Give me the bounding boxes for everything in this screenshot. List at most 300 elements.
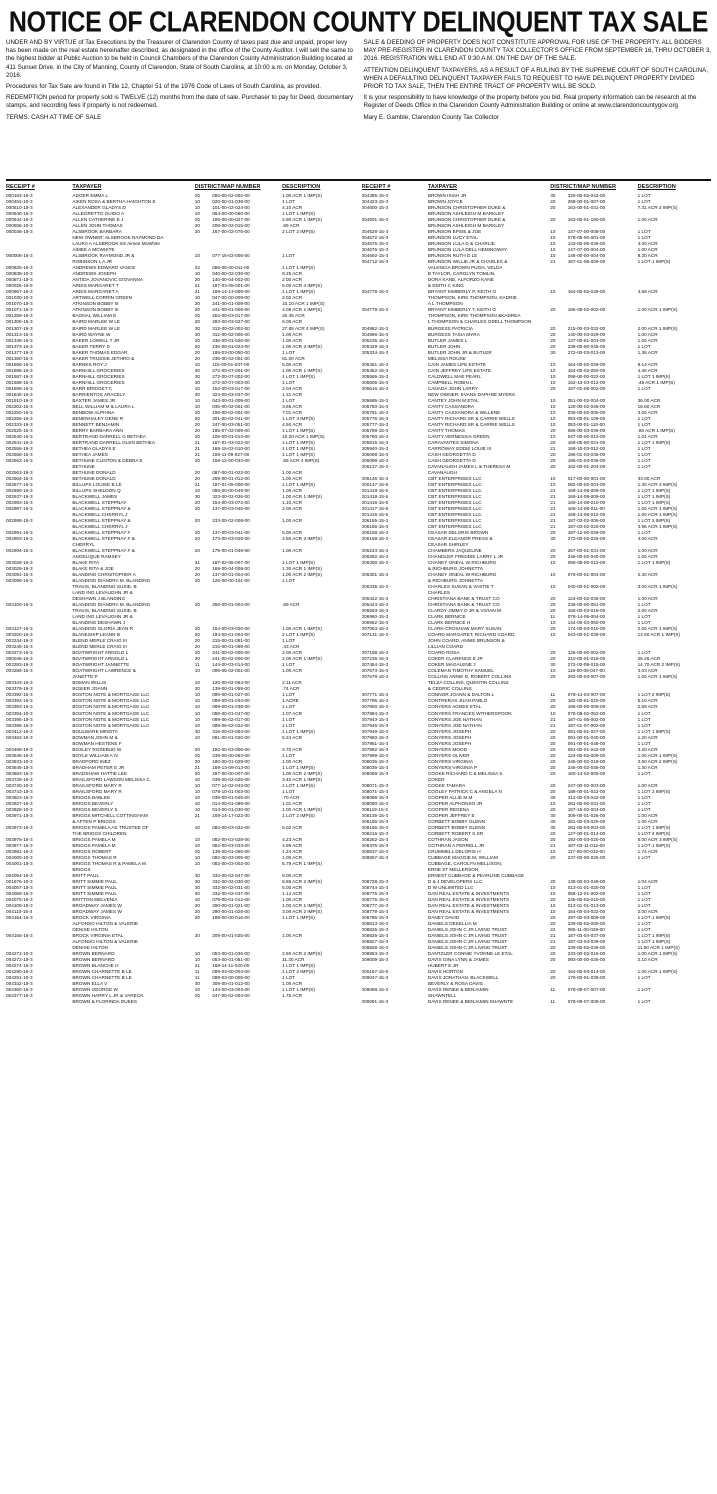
taxpayer-cell: BLACKWELL JAMES [72,493,118,499]
taxpayer-cell: BERRY BARBARA ANN [72,427,123,433]
taxpayer-cell: DESHAWN J BLANDING [72,596,126,602]
taxpayer-cell: BOSTON NOTE & MORTGAGE LLC [72,704,150,710]
district-cell: 10 [550,409,556,415]
taxpayer-cell: BRAILSFORD LAWSON MELISSA C [72,776,150,782]
receipt-cell: 005815-15-3 [361,439,389,445]
taxpayer-cell: CANTY RICHARD SR & CARRIE WELLS [427,415,515,421]
receipt-cell: 001910-15-3 [6,397,33,403]
district-cell: 20 [194,650,200,656]
receipt-cell: 003100-15-3 [6,602,33,608]
taxpayer-cell: VALENCIA BROWN PUGH, VELDA [427,265,503,271]
map-number-cell: 180-00-01-029-00 [212,758,250,764]
map-number-cell: 233-00-02-008-00 [212,518,250,523]
description-cell: 20.35 ACR [282,313,305,319]
district-cell: 20 [194,848,200,854]
receipt-cell: 003286-15-3 [6,668,33,674]
receipt-cell: 003343-15-3 [6,680,33,686]
taxpayer-cell: BRIGGS PAMELA M [72,842,116,848]
taxpayer-cell: BLANDING DESHAWN J [72,620,126,626]
district-cell: 20 [194,638,200,644]
taxpayer-cell: BOSIER JOANN [72,686,108,692]
district-cell: 10 [194,734,200,740]
description-cell: 1 LOT 1 IMP(S) [637,842,671,848]
receipt-cell: 007673-15-3 [361,668,389,674]
description-cell: 1 LOT 3 IMP(S) [282,415,315,421]
map-number-cell: 078-08-02-052-00 [567,710,606,716]
district-cell: 30 [550,536,556,542]
district-cell: 21 [194,812,200,818]
district-cell: 20 [550,205,556,211]
receipt-cell: 004779-15-3 [361,307,389,313]
taxpayer-cell: CBT ENTERPRISES LLC [427,499,482,505]
description-cell: 36.00 ACR [637,397,661,403]
description-cell: 1 LOT 1 IMP(S) [637,373,671,379]
description-cell: 1.31 ACR [282,391,303,397]
map-number-cell: 124-00-02-009-00 [567,752,606,758]
map-number-cell: 086-05-00-011-00 [212,265,250,271]
map-number-cell: 039-00-01-045-00 [212,794,250,800]
description-cell: 1 LOT [282,379,296,385]
taxpayer-cell: COOPER JEFFREY E [427,812,475,818]
receipt-cell: 003489-15-3 [6,746,33,752]
map-number-cell: 209-00-01-025-00 [212,933,250,939]
taxpayer-cell: ARTWELL CORRIN GREEN [72,295,133,301]
description-cell: 4.50 ACR [282,421,303,427]
district-cell: 10 [550,397,556,403]
description-cell: 8.86 ACR 2 IMP(S) [282,878,322,884]
district-cell: 20 [550,548,556,554]
district-cell: 20 [194,277,200,283]
district-cell: 20 [194,602,200,608]
district-cell: 10 [550,884,556,890]
description-cell: 1 LOT 1 IMP(S) [282,915,315,921]
taxpayer-cell: CONYERS JOE NATHAN [427,722,482,728]
taxpayer-cell: DANIELS JOHN C JR LIVING TRUST [427,927,508,933]
taxpayer-cell: BOSTON NOTE & MORTGAGE LLC [72,722,150,728]
taxpayer-cell: BRITT SIMMIE PAUL [72,890,118,896]
description-cell: 1 LOT 1 IMP(S) [637,560,671,566]
district-cell: 30 [194,890,200,896]
district-cell: 21 [194,963,200,969]
description-cell: 10.20 ACR 1 IMP(S) [282,433,325,439]
taxpayer-cell: BLACKWELL STEPPNAY [72,499,127,505]
description-cell: 1 LOT [637,710,651,716]
description-cell: 1.00 ACR [637,337,658,343]
receipt-cell: 004057-15-3 [6,884,33,890]
receipt-cell: 004628-15-3 [361,229,389,235]
receipt-cell: 002993-15-3 [6,536,33,542]
taxpayer-cell: DAN REAL ESTATE & INVESTMENTS [427,890,510,896]
taxpayer-cell: HUBERT E JR [427,963,459,969]
description-cell: 1 LOT [637,921,651,927]
receipt-cell: 004110-15-3 [6,909,33,915]
description-cell: 1 LOT 1 IMP(S) [637,824,671,830]
district-cell: 20 [194,746,200,752]
description-cell: 1.00 ACR [282,469,303,475]
district-cell: 20 [550,674,556,680]
taxpayer-cell: DANIELS JOHN C JR LIVING TRUST [427,945,508,951]
description-cell: 1.00 ACR 2 IMP(S) [282,572,322,578]
description-cell: 1 LOT [282,788,296,794]
taxpayer-cell: BLACKWELL CHERRYL J [72,511,128,517]
taxpayer-cell: BROWN ELLA V [72,981,108,987]
description-cell: 1 LOT [282,692,296,698]
description-cell: 2.59 ACR [637,704,658,710]
district-cell: 10 [550,247,556,253]
taxpayer-cell: BOWMAN JOHN M & [72,734,118,740]
district-cell: 20 [194,457,200,463]
district-cell: 10 [550,481,556,487]
map-number-cell: 078-00-01-012-00 [212,896,250,902]
taxpayer-cell: BETHEA GLADYS E [72,445,116,451]
taxpayer-cell: NEW OWNER: ALSBROOK RAYMOND DA [72,235,164,241]
map-number-cell: 332-00-02-047-00 [212,872,250,878]
taxpayer-cell: COKER MAGALENE J [427,662,476,668]
taxpayer-cell: CONYERS VIRGINIA P [427,764,478,770]
taxpayer-cell: BRIGGS [72,866,91,872]
receipt-cell: 000967-15-3 [6,289,33,295]
description-cell: 1 LOT [637,530,651,536]
district-cell: 10 [194,716,200,722]
description-cell: 1 LOT [637,235,651,241]
description-cell: 1 LOT [637,415,651,421]
receipt-cell: 002983-15-3 [6,499,33,505]
map-number-cell: 162-00-01-204-00 [567,463,606,469]
district-cell: 10 [194,385,200,391]
district-cell: 10 [550,229,556,235]
map-number-cell: 187-03-02-006-00 [567,518,606,523]
description-cell: 1 LOT [637,806,651,812]
description-cell: 10.10 ACR 1 IMP(S) [282,301,325,307]
taxpayer-cell: BAIRD MARLEE W LE [72,325,121,331]
description-cell: 1 LOT [282,704,296,710]
map-number-cell: 168-00-04-008-00 [212,566,250,572]
description-cell: 1.00 ACR 1 IMP(S) [637,969,678,975]
receipt-cell: 003273-15-3 [6,650,33,656]
taxpayer-cell: COOPER ALPHONSO JR [427,800,483,806]
description-cell: 1 LOT 1 IMP(S) [637,915,671,921]
district-cell: 10 [550,421,556,427]
receipt-cell: 002677-15-3 [6,481,33,487]
receipt-cell: 008262-15-3 [361,836,389,842]
district-cell: 21 [550,493,556,499]
district-cell: 20 [194,770,200,776]
map-number-cell: 187-03-04-037-00 [567,933,606,939]
header-taxpayer: TAXPAYER [427,184,458,190]
taxpayer-cell: BLACKWELL STEPPNAY F & [72,536,135,542]
taxpayer-cell: BRUNSON CHRISTOPHER DUKE & [427,217,506,223]
district-cell: 10 [550,241,556,247]
map-number-cell: 297-00-00-007-00 [212,770,250,776]
district-cell: 20 [194,427,200,433]
taxpayer-cell: CANTEY JOHN M ETAL [427,397,479,403]
taxpayer-cell: CHRISTIANA BANK & TRUST CO [427,596,500,602]
description-cell: 1.07 ACR [282,710,303,716]
taxpayer-cell: DANTZLER CONNIE YVONNE LE ETAL [427,951,513,957]
receipt-cell: 004075-15-3 [6,896,33,902]
receipt-cell: 000825-15-3 [6,265,33,271]
map-number-cell: 239-00-02-005-00 [567,921,606,927]
receipt-cell: 000556-15-3 [6,223,33,229]
district-cell: 10 [194,211,200,217]
taxpayer-cell: CRUMMELL DELORIS H [427,848,481,854]
taxpayer-cell: ROBINSON L A JR [72,259,113,265]
map-number-cell: 196-01-03-036-00 [567,457,606,463]
map-number-cell: 169-14-08-011-00 [567,505,605,511]
district-cell: 10 [194,722,200,728]
district-cell: 20 [194,626,200,632]
map-number-cell: 168-10-03-012-00 [567,445,606,451]
receipt-cell: 001307-15-3 [6,325,33,331]
district-cell: 11 [550,692,556,698]
map-number-cell: 283-00-03-027-00 [212,319,250,325]
receipt-cell: 006962-15-3 [361,620,389,626]
receipt-cell: 001313-15-3 [6,331,33,337]
district-cell: 20 [550,704,556,710]
district-cell: 20 [550,602,556,608]
map-number-cell: 047-00-00-013-00 [567,433,606,439]
map-number-cell: 168-12-00-033-00 [212,457,250,463]
receipt-cell: 001259-15-3 [6,313,33,319]
map-number-cell: 013-01-01-013-00 [567,903,606,908]
map-number-cell: 099-00-01-027-00 [212,692,250,698]
receipt-cell: 003971-15-3 [6,812,33,818]
receipt-cell: 004109-15-3 [6,903,33,908]
map-number-cell: 241-00-01-009-00 [212,307,250,313]
map-number-cell: 187-03-11-012-00 [567,842,605,848]
receipt-cell: 000167-15-5 [361,969,389,975]
receipt-cell: 008071-15-3 [361,782,389,788]
map-number-cell: 323-00-02-036-00 [212,493,250,499]
map-number-cell: 040-00-01-002-00 [567,584,606,590]
district-cell: 10 [194,710,200,716]
district-cell: 10 [194,776,200,782]
receipt-cell: 004423-15-3 [361,199,389,205]
description-cell: 1.00 ACR 2 IMP(S) [282,770,322,776]
district-cell [195,999,212,1005]
map-number-cell: 293-00-03-007-00 [567,674,606,680]
taxpayer-cell: THE BRIGGS CHILDREN [72,830,127,836]
description-cell: 1 LOT 1 IMP(S) [637,487,671,493]
taxpayer-cell: DAVIS GINA LYNN & JAMES [427,957,489,963]
district-cell: 20 [550,758,556,764]
description-cell: 1.00 ACR [282,854,303,860]
receipt-cell: 006156-15-3 [361,524,389,530]
taxpayer-cell: & EDITH C KING [427,283,464,289]
description-cell: 1.00 ACR 1 IMP(S) [637,951,678,957]
description-cell: 1 LOT 1 IMP(S) [637,933,671,939]
description-cell: 5.00 ACR [282,530,303,536]
description-cell: 1 LOT [637,620,651,626]
receipt-cell: 002256-15-3 [6,415,33,421]
description-cell: 5.00 ACR [282,884,303,890]
receipt-cell: 003743-15-3 [6,788,33,794]
receipt-cell: 002991-15-3 [6,530,33,536]
district-cell: 20 [550,728,556,734]
map-number-cell: 164-00-03-072-00 [212,499,250,505]
taxpayer-cell: BERTRAND DARRELL GLEN BETHEA [72,439,155,445]
map-number-cell: 187-03-02-020-00 [567,524,606,530]
receipt-cell: 003028-15-3 [6,560,33,566]
district-cell: 30 [194,325,200,331]
description-cell: 2.00 ACR 1 IMP(S) [282,656,322,662]
receipt-cell: 003412-15-3 [6,728,33,734]
taxpayer-cell: ARDIS MARGARET T [72,283,119,289]
description-cell: 2.00 ACR [282,505,303,511]
map-number-cell: 187-03-09-001-00 [212,283,250,289]
district-cell: 10 [194,957,200,963]
taxpayer-cell: CHANDLER FREDDIE LARRY L JR [427,554,504,560]
district-cell: 21 [550,722,556,728]
receipt-cell: 003973-15-3 [6,824,33,830]
description-cell: 27.85 ACR 4 IMP(S) [282,325,325,331]
taxpayer-cell: ALFONSO HILTON & VALERIE [72,939,139,945]
taxpayer-cell: CORBETT BOBBY GLENN [427,824,486,830]
district-cell: 20 [194,909,200,915]
district-cell: 20 [550,788,556,794]
taxpayer-cell: ALFONSO HILTON & VALERIE [72,921,139,927]
receipt-cell: 008728-15-3 [361,878,389,884]
map-number-cell: 185-08-02-002-00 [567,307,606,313]
description-cell: .74 ACR [282,686,300,692]
description-cell: 33.00 ACR [637,475,661,481]
district-cell: 10 [194,824,200,830]
description-cell: 1.00 ACR [282,337,303,343]
map-number-cell: 144-00-03-014-00 [212,662,250,668]
taxpayer-cell: BROWN ISIAH JR [427,193,467,199]
description-cell: 1 LOT [637,854,651,860]
taxpayer-cell: BEVERLY & ROSA DAVIS [427,981,483,987]
receipt-cell: 006099-15-3 [361,457,389,463]
description-cell: 1 LOT [637,614,651,620]
receipt-cell: 001586-15-3 [6,367,33,373]
district-cell: 10 [194,704,200,710]
district-cell: 10 [194,361,200,367]
description-cell: 2.00 ACR [637,909,658,915]
district-cell: 10 [550,253,556,259]
receipt-cell: 009047-15-3 [361,975,389,981]
receipt-cell: 006155-15-3 [361,518,389,523]
district-cell: 20 [194,548,200,554]
taxpayer-cell: BRUNSON ASHLEIGH M BARKLEY [427,211,505,217]
description-cell: 1 LOT [637,451,651,457]
map-number-cell: 082-00-03-005-00 [212,854,250,860]
receipt-cell: 008813-15-3 [361,921,389,927]
taxpayer-cell: ANGELIQUE RAMSEY [72,554,121,560]
map-number-cell: 147-07-00-004-00 [567,247,606,253]
map-number-cell: 139-00-01-059-00 [212,686,250,692]
taxpayer-cell: TRAVIS, BLANDING SUSIE, B [72,584,137,590]
map-number-cell: 126-00-00-002-00 [567,650,606,656]
district-cell: 20 [550,337,556,343]
description-cell: .69 ACR [282,223,300,229]
map-number-cell: 086-11-00-028-00 [567,927,605,933]
district-cell: 10 [550,572,556,578]
map-number-cell: 053-00-01-109-00 [567,415,606,421]
taxpayer-cell: COOPER ALLIE M M [427,794,473,800]
receipt-cell: 008777-15-3 [361,903,389,908]
taxpayer-cell: BRIGGS BEVERLY [72,800,114,806]
receipt-cell: 007464-15-3 [361,662,389,668]
map-number-cell: 017-00-00-001-00 [567,475,606,481]
taxpayer-cell: ADGER EMMA L [72,193,109,199]
district-cell: 11 [194,662,200,668]
district-cell: 10 [194,692,200,698]
map-number-cell: 247-00-02-004-00 [212,993,250,999]
receipt-cell: 001645-15-3 [6,391,33,397]
map-number-cell: 312-00-02-002-00 [212,325,250,331]
header-description: DESCRIPTION [637,184,676,190]
description-cell: 7.31 ACR 2 IMP(S) [637,205,678,211]
map-number-cell [212,999,282,1005]
taxpayer-cell: BROWN BERNARD [72,951,115,957]
map-number-cell: 272-00-08-015-00 [567,662,606,668]
map-number-cell: 078-14-06-004-00 [567,614,606,620]
description-cell: .69 ACR [282,602,300,608]
receipt-cell: 007884-15-3 [361,710,389,716]
district-cell: 20 [194,656,200,662]
description-cell: 1.00 ACR 1 IMP(S) [637,505,678,511]
description-cell: 1 LOT [637,650,651,656]
receipt-cell: 003029-15-3 [6,566,33,572]
description-cell: 2.50 ACR 2 IMP(S) [282,951,322,957]
map-number-cell: 078-10-01-003-00 [212,788,250,794]
receipt-cell [6,999,72,1005]
map-number-cell: 098-00-00-022-00 [567,373,606,379]
taxpayer-cell: BETHUNE DONALD [72,475,116,481]
taxpayer-cell: BLACKWELL STEPPNAY & [72,518,131,523]
taxpayer-cell: CONYERS FRANCES WITHERSPOON [427,710,512,716]
receipt-cell: 002558-15-3 [6,451,33,457]
receipt-cell: 004058-15-3 [6,890,33,896]
district-cell: 20 [550,764,556,770]
receipt-cell: 002987-15-3 [6,505,33,511]
map-number-cell: 014-00-01-089-00 [212,800,250,806]
receipt-cell: 000510-15-3 [6,205,33,211]
description-cell: 1 LOT 1 IMP(S) [282,451,315,457]
district-cell: 10 [550,367,556,373]
taxpayer-cell: BRIGGS BEVERLY S [72,806,118,812]
district-cell: 21 [550,518,556,523]
taxpayer-cell: BARRIENTOS ARACELY [72,391,126,397]
district-cell: 21 [194,289,200,295]
description-cell: 1 LOT [637,722,651,728]
receipt-cell: 006335-15-3 [361,584,389,590]
map-number-cell: 117-00-00-032-00 [567,848,605,854]
description-cell: 1.00 ACR 1 IMP(S) [282,903,322,908]
receipt-cell: 008059-15-3 [361,770,389,776]
map-number-cell: 236-00-01-026-00 [212,337,250,343]
description-cell: 1 LOT [637,927,651,933]
receipt-cell: 007950-15-3 [361,734,389,740]
map-number-cell: 195-00-00-008-00 [567,704,606,710]
description-cell: 1 LOT [637,740,651,746]
map-number-cell: 147-07-00-008-00 [567,229,606,235]
taxpayer-cell: COOKE TAMARA [427,782,466,788]
receipt-cell: 002988-15-3 [6,518,33,523]
description-cell: 8.14 ACR [637,361,658,367]
map-number-cell: 146-00-00-004-00 [567,253,606,259]
taxpayer-cell: CONYERS JOSEPH [427,740,472,746]
district-cell: 10 [194,860,200,866]
receipt-cell: 002333-15-3 [6,421,33,427]
map-number-cell: 099-00-01-038-00 [212,704,250,710]
description-cell: 2.02 ACR [282,295,303,301]
map-number-cell: 091-00-01-040-00 [567,734,606,740]
description-cell: 2.10 ACR [637,957,658,963]
map-number-cell: 040-00-02-038-00 [212,271,250,277]
receipt-cell: 000838-15-3 [6,271,33,277]
